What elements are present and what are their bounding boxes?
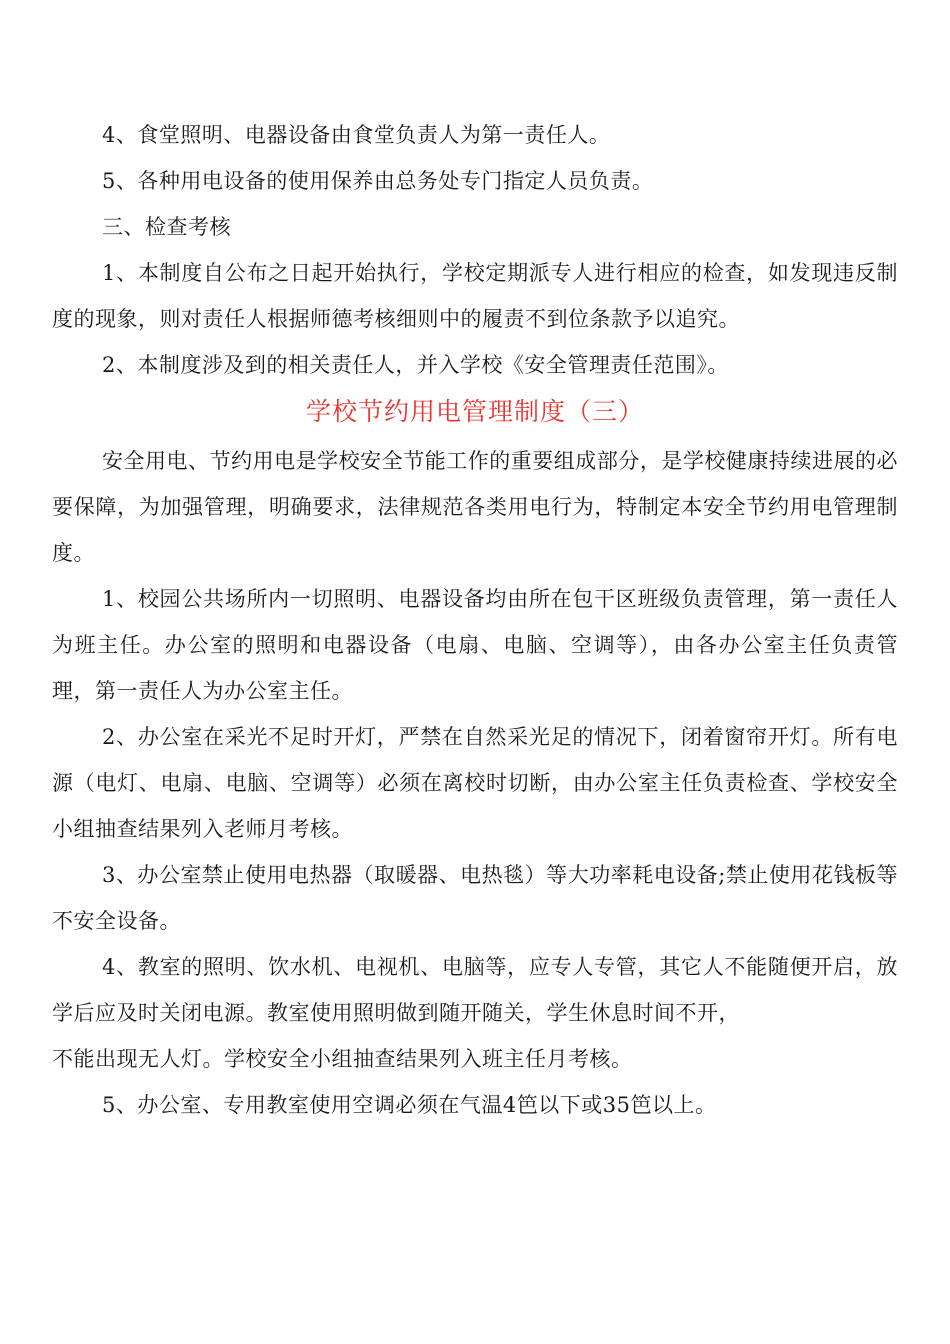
section-title: 学校节约用电管理制度（三） bbox=[305, 397, 644, 426]
document-page bbox=[52, 112, 898, 1128]
inspection-item-1: 1、本制度自公布之日起开始执行，学校定期派专人进行相应的检查，如发现违反制度的现象，则对责任人根据师德考核细则中的履责不到位条款予以追究。 bbox=[52, 261, 898, 331]
rule-4-continued: 不能出现无人灯。学校安全小组抽查结果列入班主任月考核。 bbox=[52, 1047, 633, 1071]
rule-4-line-1: 4、教室的照明、饮水机、电视机、电脑等，应专人专管，其它人不能随便开启，放学后应及时关闭电源。教室使用照明做到随开随关，学生休息时间不开， bbox=[52, 955, 898, 1025]
rule-2: 2、办公室在采光不足时开灯，严禁在自然采光足的情况下，闭着窗帘开灯。所有电源（电灯、电扇、电脑、空调等）必须在离校时切断，由办公室主任负责检查、学校安全小组抽查结果列入老师月考核。 bbox=[52, 725, 898, 841]
inspection-item-2: 2、本制度涉及到的相关责任人，并入学校《安全管理责任范围》。 bbox=[102, 353, 729, 377]
item-5-equipment: 5、各种用电设备的使用保养由总务处专门指定人员负责。 bbox=[102, 169, 654, 193]
rule-5: 5、办公室、专用教室使用空调必须在气温4笆以下或35笆以上。 bbox=[102, 1093, 717, 1117]
section-heading-inspection: 三、检查考核 bbox=[102, 215, 231, 239]
rule-3: 3、办公室禁止使用电热器（取暖器、电热毯）等大功率耗电设备;禁止使用花钱板等不安全设备。 bbox=[52, 863, 898, 933]
item-4-canteen: 4、食堂照明、电器设备由食堂负责人为第一责任人。 bbox=[102, 123, 611, 147]
intro-paragraph: 安全用电、节约用电是学校安全节能工作的重要组成部分，是学校健康持续进展的必要保障，为加强管理，明确要求，法律规范各类用电行为，特制定本安全节约用电管理制度。 bbox=[52, 449, 898, 565]
rule-1: 1、校园公共场所内一切照明、电器设备均由所在包干区班级负责管理，第一责任人为班主任。办公室的照明和电器设备（电扇、电脑、空调等），由各办公室主任负责管理，第一责任人为办公室主任。 bbox=[52, 587, 898, 703]
rule-4 bbox=[52, 944, 898, 1036]
